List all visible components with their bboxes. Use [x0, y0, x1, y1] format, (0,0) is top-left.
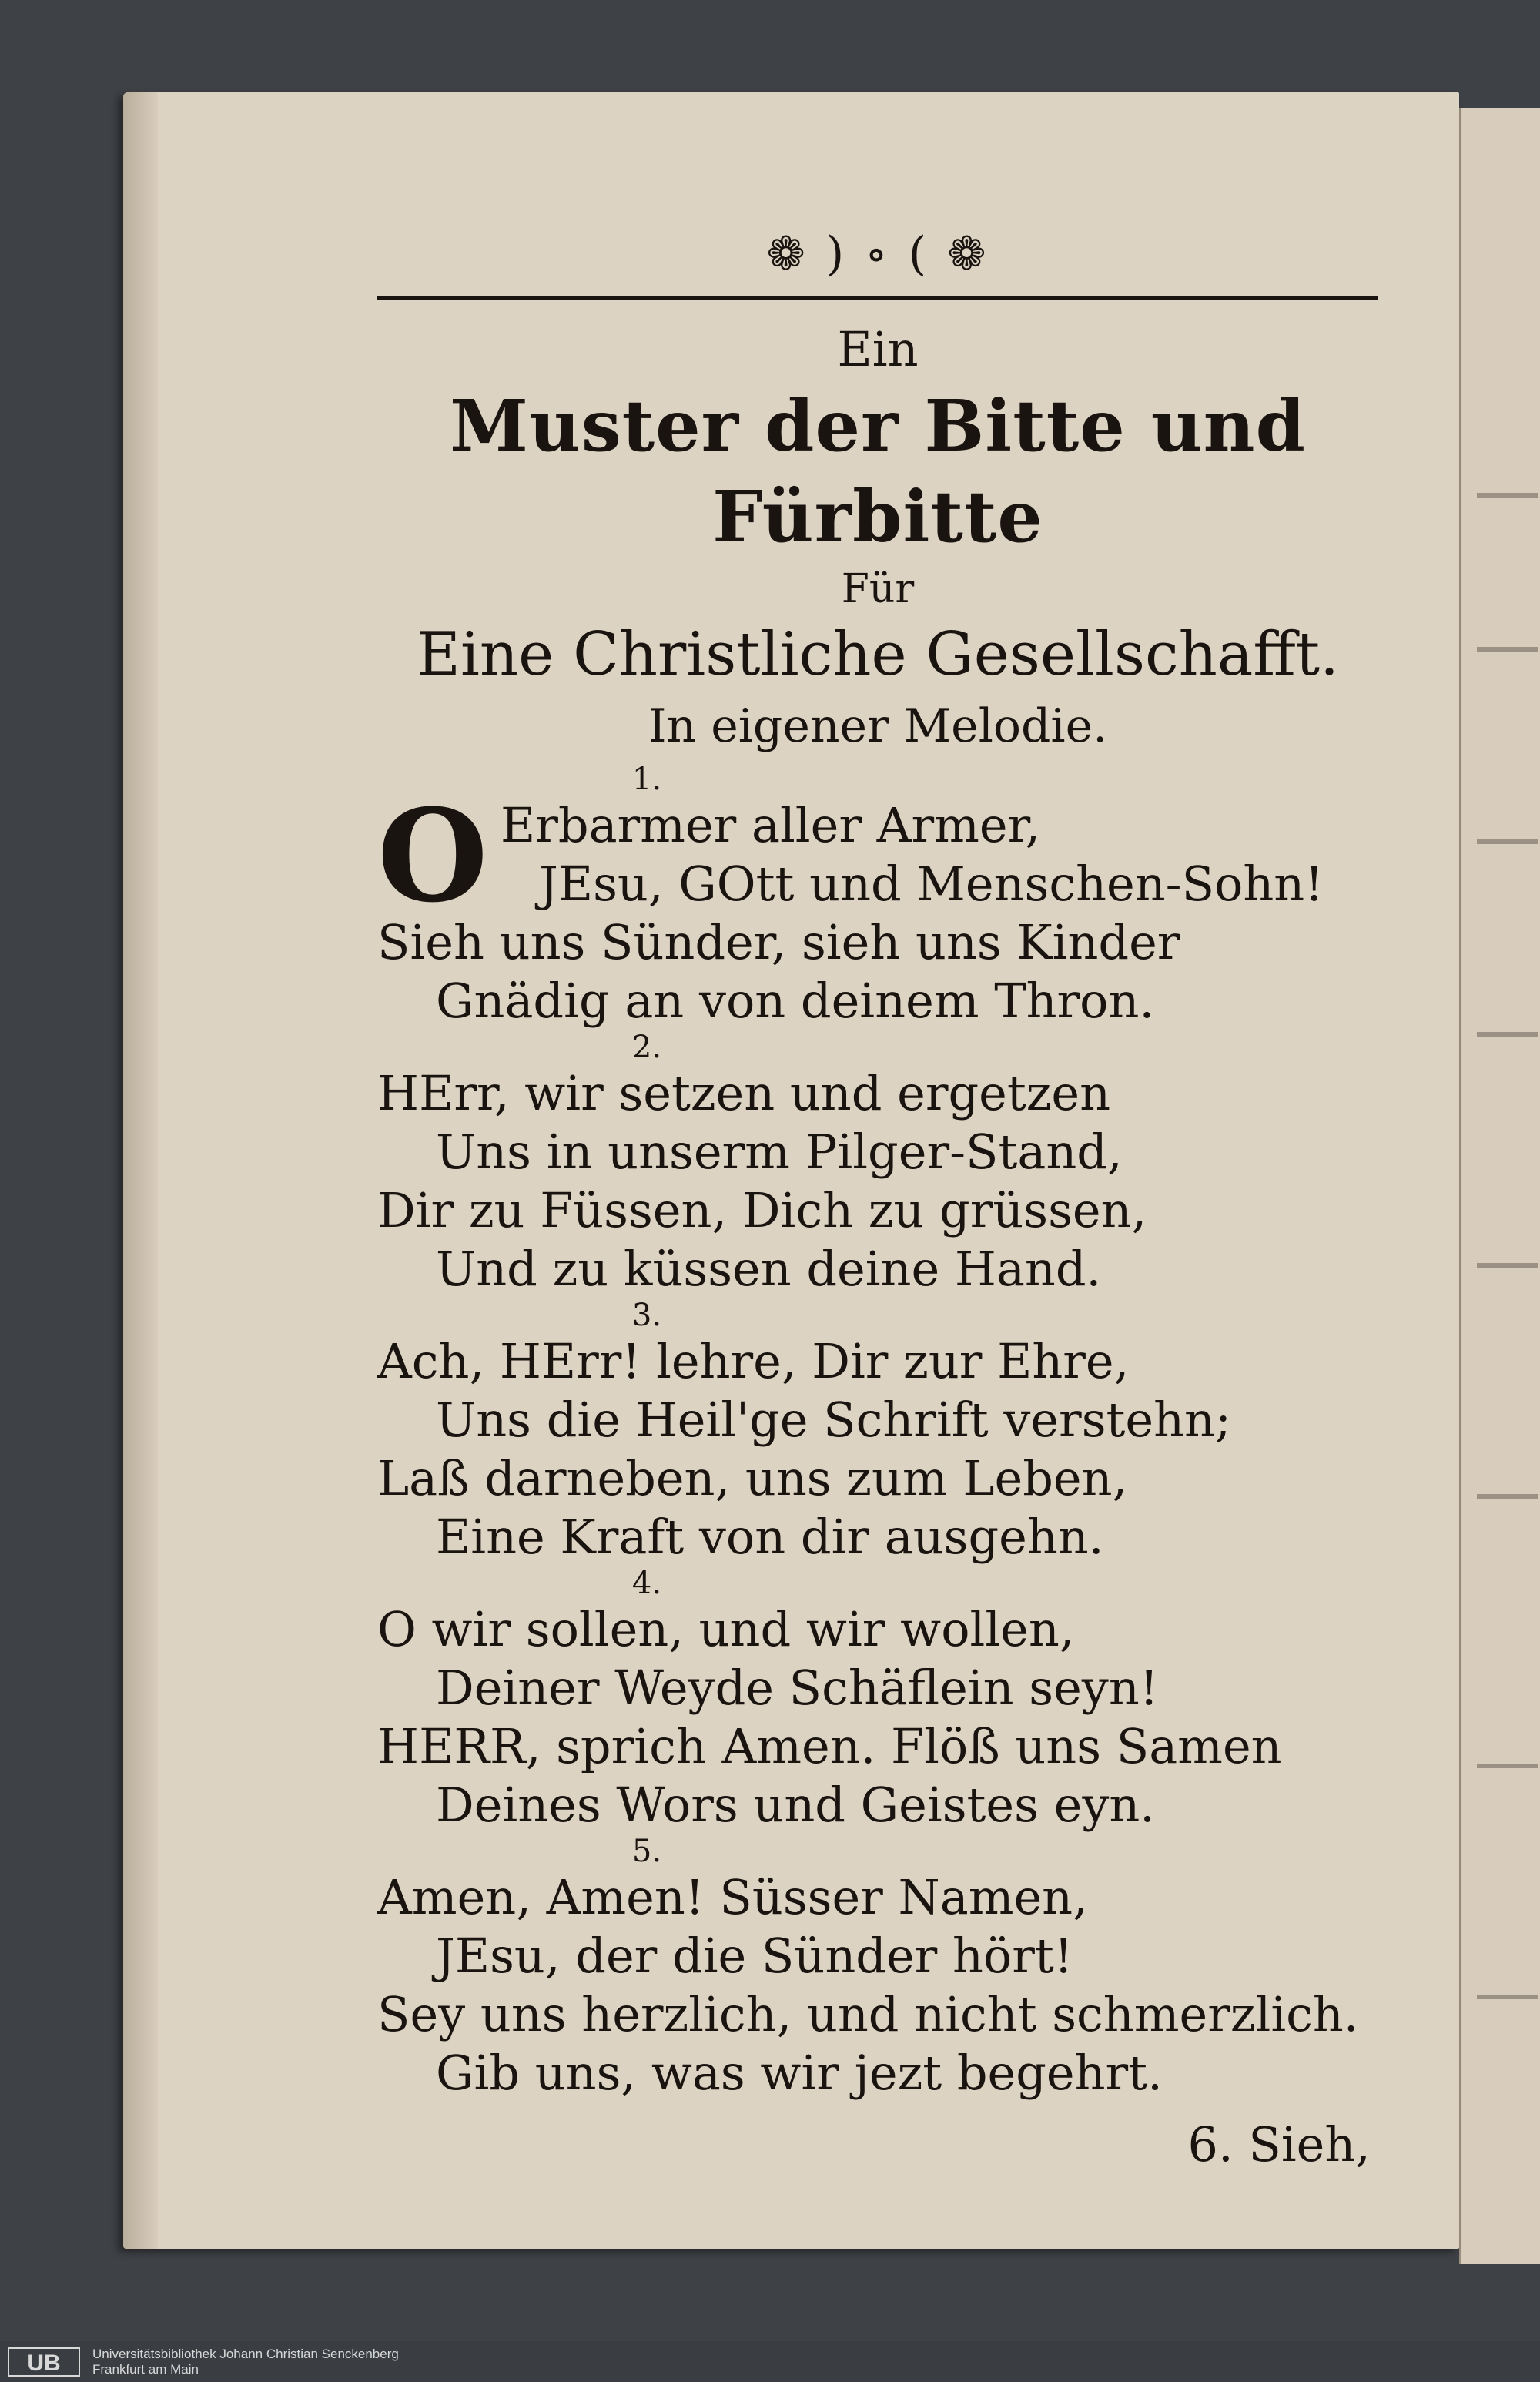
verse-line: HErr, wir setzen und ergetzen: [377, 1065, 1111, 1121]
verse-line: Uns die Heil'ge Schrift verstehn;: [436, 1392, 1231, 1448]
stanza-2: [377, 1064, 1502, 1298]
verse-line: Deines Wors und Geistes eyn.: [436, 1777, 1155, 1833]
verse-line: JEsu, GOtt und Menschen-Sohn!: [539, 856, 1324, 912]
title-ein: Ein: [837, 321, 919, 377]
stanza-1: [377, 781, 1502, 1030]
verse-line: HERR, sprich Amen. Flöß uns Samen: [377, 1718, 1282, 1774]
institution-name: [92, 2347, 399, 2377]
catchword: 6. Sieh,: [1187, 2116, 1371, 2173]
stanza-number: 3.: [631, 1298, 662, 1333]
verse-line: JEsu, der die Sünder hört!: [436, 1928, 1073, 1984]
verse-line: O wir sollen, und wir wollen,: [377, 1601, 1075, 1657]
institution-line-2: Frankfurt am Main: [92, 2362, 199, 2377]
header-ornament: ❁ ) ∘ ( ❁: [766, 227, 989, 281]
stanza-3: [377, 1332, 1502, 1566]
verse-line: Sey uns herzlich, und nicht schmerzlich.: [377, 1986, 1359, 2042]
verse-line: Dir zu Füssen, Dich zu grüssen,: [377, 1182, 1147, 1238]
ub-logo: UB: [8, 2347, 80, 2377]
verse-line: Uns in unserm Pilger-Stand,: [436, 1124, 1123, 1180]
stanza-5: [377, 1868, 1502, 2102]
verse-line: Gnädig an von deinem Thron.: [436, 973, 1155, 1029]
title-fur: Für: [841, 566, 915, 612]
page-content: [377, 227, 1502, 2173]
verse-line: Amen, Amen! Süsser Namen,: [377, 1869, 1088, 1925]
verse-line: Ach, HErr! lehre, Dir zur Ehre,: [377, 1333, 1130, 1389]
stanza-number: 1.: [631, 762, 662, 797]
verse-line: Erbarmer aller Armer,: [500, 797, 1041, 853]
title-subtitle: Eine Christliche Gesellschafft.: [417, 620, 1339, 689]
stanza-number: 4.: [631, 1566, 662, 1601]
verse-line: Eine Kraft von dir ausgehn.: [436, 1509, 1104, 1565]
library-footer: [0, 2341, 1540, 2382]
verse-line: Und zu küssen deine Hand.: [436, 1241, 1102, 1297]
verse-line: Gib uns, was wir jezt begehrt.: [436, 2045, 1163, 2101]
stanza-4: [377, 1600, 1502, 1834]
header-rule: [377, 296, 1378, 300]
verse-line: Laß darneben, uns zum Leben,: [377, 1450, 1128, 1506]
verse-line: Sieh uns Sünder, sieh uns Kinder: [377, 914, 1180, 970]
stanza-number: 5.: [631, 1834, 662, 1869]
institution-line-1: Universitätsbibliothek Johann Christian Senckenberg: [92, 2347, 399, 2361]
verse-line: Deiner Weyde Schäflein seyn!: [436, 1660, 1159, 1716]
stanza-number: 2.: [631, 1030, 662, 1065]
melody-note: In eigener Melodie.: [648, 699, 1108, 753]
book-page: [123, 92, 1459, 2249]
drop-cap: O: [377, 781, 488, 930]
page-title: Muster der Bitte und Fürbitte: [450, 384, 1306, 558]
